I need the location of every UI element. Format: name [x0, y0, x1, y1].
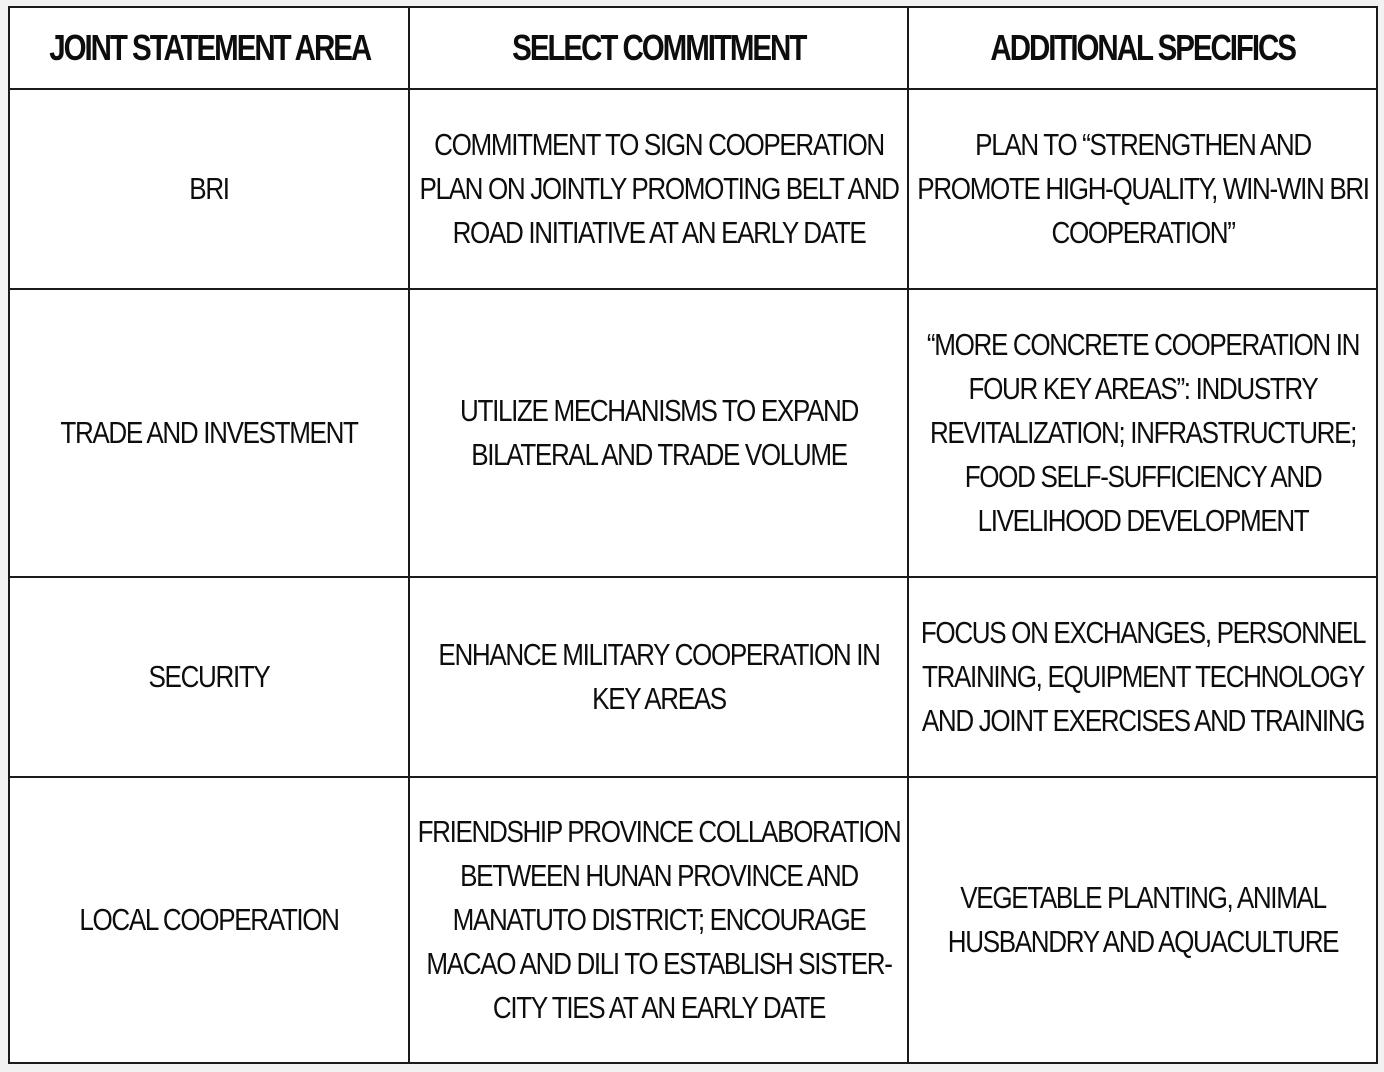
specifics-cell: PLAN TO “STRENGTHEN AND PROMOTE HIGH-QUALITY, WIN-WIN BRI COOPERATION”	[908, 89, 1377, 289]
table-row	[9, 89, 1377, 289]
area-cell: BRI	[9, 89, 409, 289]
commitment-cell: FRIENDSHIP PROVINCE COLLABORATION BETWEEN HUNAN PROVINCE AND MANATUTO DISTRICT; ENCOURAGE MACAO AND DILI TO ESTABLISH SISTER-CITY TIES AT AN EARLY DATE	[409, 777, 908, 1063]
specifics-cell: FOCUS ON EXCHANGES, PERSONNEL TRAINING, EQUIPMENT TECHNOLOGY AND JOINT EXERCISES AND TRAINING	[908, 577, 1377, 777]
commitment-cell: COMMITMENT TO SIGN COOPERATION PLAN ON JOINTLY PROMOTING BELT AND ROAD INITIATIVE AT AN EARLY DATE	[409, 89, 908, 289]
header-row	[9, 7, 1377, 89]
area-cell: LOCAL COOPERATION	[9, 777, 409, 1063]
specifics-cell: “MORE CONCRETE COOPERATION IN FOUR KEY AREAS”: INDUSTRY REVITALIZATION; INFRASTRUCTURE; FOOD SELF-SUFFICIENCY AND LIVELIHOOD DEVELOPMENT	[908, 289, 1377, 577]
commitment-cell: UTILIZE MECHANISMS TO EXPAND BILATERAL AND TRADE VOLUME	[409, 289, 908, 577]
header-joint-statement-area: JOINT STATEMENT AREA	[9, 7, 409, 89]
table-row	[9, 577, 1377, 777]
joint-statement-table	[8, 6, 1378, 1064]
area-cell: SECURITY	[9, 577, 409, 777]
header-additional-specifics: ADDITIONAL SPECIFICS	[908, 7, 1377, 89]
area-cell: TRADE AND INVESTMENT	[9, 289, 409, 577]
commitment-cell: ENHANCE MILITARY COOPERATION IN KEY AREAS	[409, 577, 908, 777]
table-row	[9, 777, 1377, 1063]
specifics-cell: VEGETABLE PLANTING, ANIMAL HUSBANDRY AND AQUACULTURE	[908, 777, 1377, 1063]
header-select-commitment: SELECT COMMITMENT	[409, 7, 908, 89]
table-row	[9, 289, 1377, 577]
